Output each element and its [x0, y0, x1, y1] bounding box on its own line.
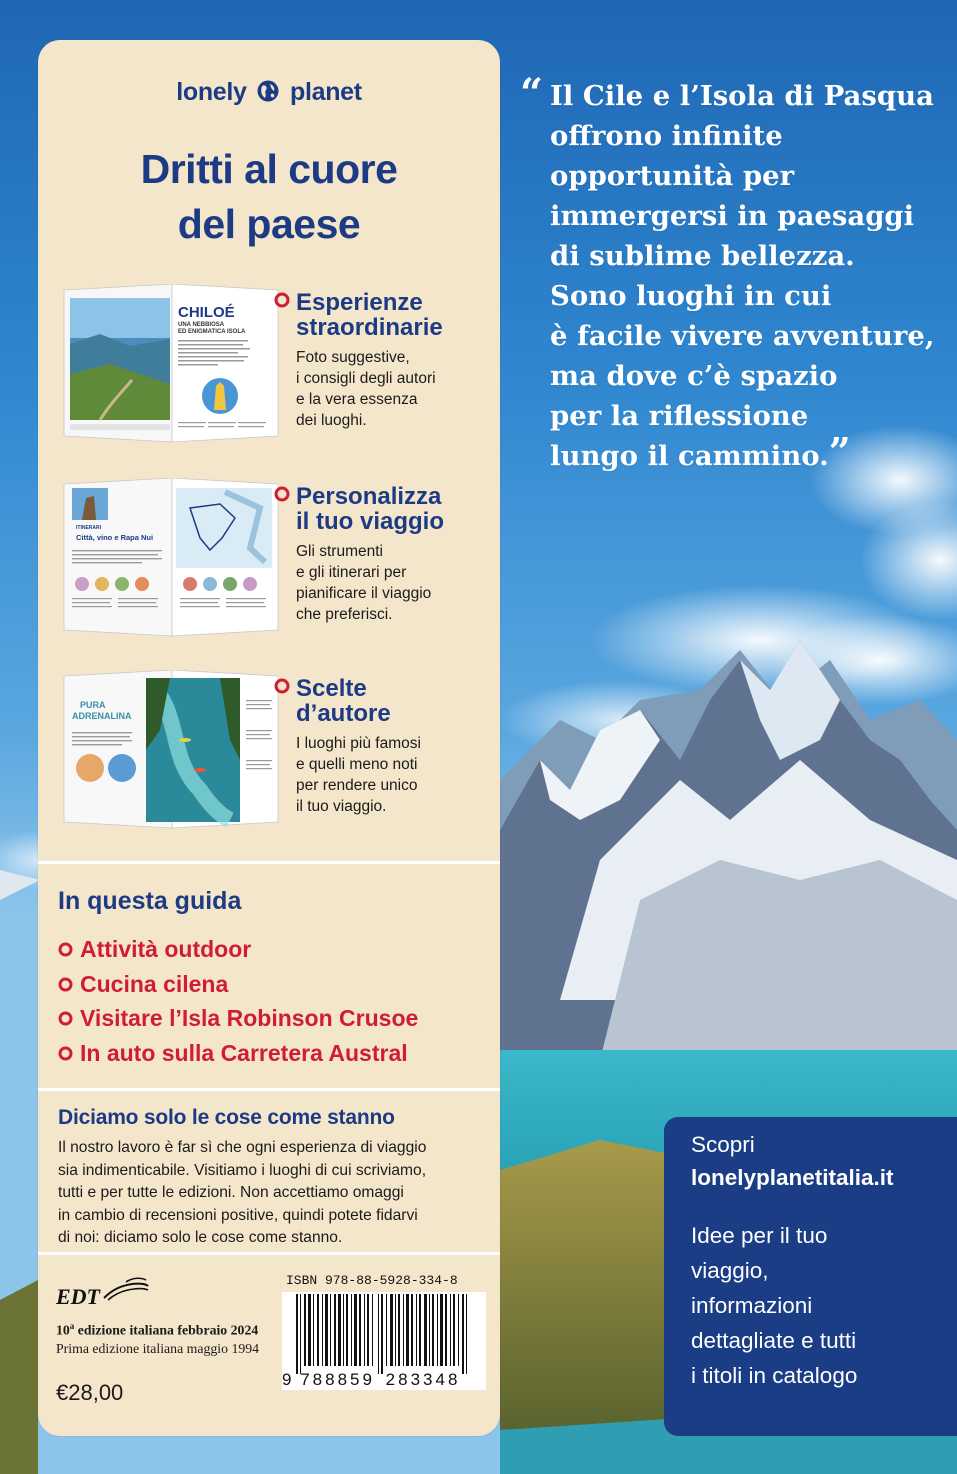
list-item	[58, 1001, 418, 1036]
honesty-line: in cambio di recensioni positive, quindi potete fidarvi	[58, 1206, 418, 1224]
desc-line: Foto suggestive,	[296, 349, 410, 366]
quote-line: Sono luoghi in cui	[550, 280, 832, 312]
feature-title	[296, 484, 496, 534]
quote-line: è facile vivere avventure,	[550, 320, 935, 352]
guide-item-label: Visitare l’Isla Robinson Crusoe	[80, 1005, 419, 1031]
edt-logo-text: EDT	[56, 1284, 100, 1309]
feature-description	[296, 541, 486, 625]
headline	[38, 142, 500, 252]
desc-line: e la vera essenza	[296, 391, 418, 408]
book-kicker: ITINERARI	[76, 525, 101, 531]
list-item	[58, 967, 418, 1002]
guide-item-label: In auto sulla Carretera Austral	[80, 1039, 408, 1066]
quote-line: di sublime bellezza.	[550, 240, 855, 272]
price: €28,00	[56, 1380, 124, 1405]
promo-line: dettagliate e tutti	[691, 1328, 857, 1353]
list-item	[58, 1036, 418, 1071]
book-subheading: UNA NEBBIOSA	[178, 322, 225, 328]
desc-line: pianificare il viaggio	[296, 585, 432, 602]
honesty-line: di noi: diciamo solo le cose come stanno.	[58, 1229, 343, 1246]
section-divider	[38, 1252, 500, 1255]
section-divider	[38, 861, 500, 864]
promo-line: i titoli in catalogo	[691, 1363, 858, 1388]
open-quote-mark: “	[520, 70, 544, 117]
pull-quote	[520, 70, 940, 476]
promo-description	[691, 1218, 941, 1393]
desc-line: Gli strumenti	[296, 543, 383, 560]
desc-line: che preferisci.	[296, 606, 393, 623]
book-heading: Città, vino e Rapa Nui	[76, 533, 154, 542]
guide-title: In questa guida	[58, 887, 242, 915]
quote-line: lungo il cammino.	[550, 440, 829, 472]
lonely-planet-logo	[38, 78, 500, 107]
book-subheading: ED ENIGMATICA ISOLA	[178, 329, 246, 335]
desc-line: e quelli meno noti	[296, 756, 418, 773]
quote-line: opportunità per	[550, 160, 795, 192]
guide-item-label: Cucina cilena	[80, 970, 229, 997]
feature-title-line: Esperienze	[296, 289, 423, 316]
honesty-line: tutti e per tutte le edizioni. Non accettiamo omaggi	[58, 1184, 404, 1201]
promo-line: informazioni	[691, 1293, 813, 1318]
edition-sup: a	[69, 1321, 75, 1331]
quote-line: ma dove c’è spazio	[550, 360, 838, 392]
close-quote-mark: ”	[828, 429, 851, 474]
honesty-title: Diciamo solo le cose come stanno	[58, 1106, 395, 1129]
promo-scopri: Scopri	[691, 1132, 755, 1157]
globe-icon	[257, 80, 279, 102]
book-heading-line: PURA	[80, 700, 106, 710]
red-ring-icon	[58, 1011, 73, 1026]
edt-wave-icon	[102, 1276, 150, 1302]
book-spread-itinerari-image	[60, 478, 282, 638]
feature-description	[296, 733, 486, 817]
feature-title	[296, 290, 496, 340]
headline-line-1: Dritti al cuore	[140, 146, 398, 192]
quote-line: immergersi in paesaggi	[550, 200, 915, 232]
first-edition-line: Prima edizione italiana maggio 1994	[56, 1341, 260, 1356]
feature-title-line: Scelte	[296, 675, 367, 702]
edition-text: edizione italiana febbraio 2024	[74, 1322, 259, 1338]
feature-personalizza	[38, 478, 500, 648]
guide-list	[58, 932, 418, 1070]
feature-title	[296, 676, 496, 726]
promo-line: Idee per il tuo	[691, 1223, 828, 1248]
book-text-columns	[178, 338, 274, 438]
desc-line: il tuo viaggio.	[296, 798, 387, 815]
edition-number: 10	[56, 1322, 70, 1338]
desc-line: per rendere unico	[296, 777, 418, 794]
feature-title-line: d’autore	[296, 700, 391, 727]
feature-esperienze	[38, 284, 500, 454]
guide-item-label: Attività outdoor	[80, 936, 252, 962]
desc-line: dei luoghi.	[296, 412, 367, 429]
honesty-line: Il nostro lavoro è far sì che ogni esperienza di viaggio	[58, 1139, 427, 1156]
feature-scelte	[38, 670, 500, 840]
barcode-digits	[282, 1370, 486, 1390]
feature-description	[296, 347, 486, 431]
info-panel	[38, 40, 500, 1436]
quote-line: Il Cile e l’Isola di Pasqua	[550, 80, 934, 112]
promo-line: viaggio,	[691, 1258, 769, 1283]
desc-line: I luoghi più famosi	[296, 735, 421, 752]
isbn-label: ISBN 978-88-5928-334-8	[286, 1273, 458, 1288]
quote-text	[520, 70, 940, 476]
edition-line	[56, 1321, 286, 1339]
barcode-digits-right: 283348	[385, 1370, 461, 1389]
honesty-line: sia indimenticabile. Visitiamo i luoghi di cui scriviamo,	[58, 1161, 427, 1179]
red-bullet-icon	[274, 678, 290, 694]
book-heading: CHILOÉ	[178, 304, 235, 321]
barcode-digit-first: 9	[282, 1370, 292, 1389]
feature-title-line: il tuo viaggio	[296, 508, 444, 535]
red-bullet-icon	[274, 486, 290, 502]
logo-word-right: planet	[289, 78, 362, 106]
website-promo-box	[664, 1117, 957, 1436]
barcode-digits-left: 788859	[300, 1370, 375, 1389]
red-bullet-icon	[274, 292, 290, 308]
headline-line-2: del paese	[177, 201, 361, 247]
website-link[interactable]: lonelyplanetitalia.it	[691, 1165, 894, 1190]
list-item	[58, 932, 418, 967]
red-ring-icon	[58, 942, 73, 957]
quote-line: per la riflessione	[550, 400, 809, 432]
desc-line: e gli itinerari per	[296, 564, 407, 581]
red-ring-icon	[58, 1046, 73, 1061]
book-heading-line: ADRENALINA	[72, 711, 132, 721]
desc-line: i consigli degli autori	[296, 370, 436, 387]
red-ring-icon	[58, 977, 73, 992]
section-divider	[38, 1088, 500, 1091]
honesty-text	[58, 1137, 490, 1250]
quote-line: offrono infinite	[550, 120, 783, 152]
logo-word-left: lonely	[176, 78, 247, 106]
book-spread-adrenalina-image	[60, 670, 282, 830]
edt-logo	[56, 1284, 100, 1310]
feature-title-line: straordinarie	[296, 314, 443, 341]
feature-title-line: Personalizza	[296, 483, 442, 510]
